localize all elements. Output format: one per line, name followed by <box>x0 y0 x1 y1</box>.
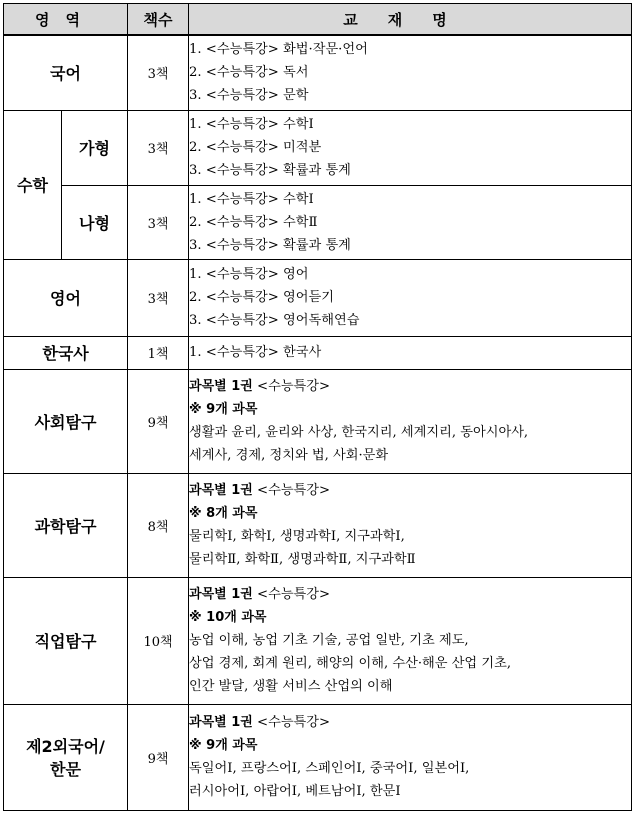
books-science <box>189 473 632 577</box>
textbook-table <box>3 3 632 811</box>
table-header-row <box>4 4 632 36</box>
subject-count-note: ※ 9개 과목 <box>189 738 258 753</box>
books-korean <box>189 35 632 110</box>
count-english: 3책 <box>128 259 189 336</box>
book-item: 1. <수능특강> 화법·작문·언어 <box>189 42 368 58</box>
books-math-na <box>189 185 632 259</box>
subject-list-line: 농업 이해, 농업 기초 기술, 공업 일반, 기초 제도, <box>189 633 469 648</box>
book-item: 3. <수능특강> 확률과 통계 <box>189 237 351 253</box>
series-label: <수능특강> <box>257 483 331 498</box>
book-item: 2. <수능특강> 수학Ⅱ <box>189 214 318 230</box>
subject-list-line: 물리학Ⅰ, 화학Ⅰ, 생명과학Ⅰ, 지구과학Ⅰ, <box>189 529 405 544</box>
subject-math: 수학 <box>4 110 62 259</box>
subject-list-line: 생활과 윤리, 윤리와 사상, 한국지리, 세계지리, 동아시아사, <box>189 425 529 440</box>
table-row-math-na <box>4 185 632 259</box>
per-subject-label: 과목별 1권 <box>189 483 253 498</box>
book-item: 3. <수능특강> 확률과 통계 <box>189 163 351 178</box>
subject-korean: 국어 <box>4 35 128 110</box>
count-korean: 3책 <box>128 35 189 110</box>
per-subject-line <box>189 583 631 606</box>
subject-math-ga: 가형 <box>62 110 128 185</box>
count-social: 9책 <box>128 369 189 473</box>
subject-line: 한문 <box>50 760 81 779</box>
subject-english: 영어 <box>4 259 128 336</box>
book-item: 2. <수능특강> 미적분 <box>189 140 322 155</box>
book-item: 2. <수능특강> 영어듣기 <box>189 290 334 305</box>
header-title: 교재명 <box>189 4 632 36</box>
count-history: 1책 <box>128 336 189 369</box>
book-item: 3. <수능특강> 영어독해연습 <box>189 313 360 328</box>
books-vocational <box>189 577 632 704</box>
table-row-math-ga <box>4 110 632 185</box>
subject-math-na: 나형 <box>62 185 128 259</box>
book-item: 1. <수능특강> 수학Ⅰ <box>189 191 314 207</box>
subject-list-line: 물리학Ⅱ, 화학Ⅱ, 생명과학Ⅱ, 지구과학Ⅱ <box>189 552 416 567</box>
count-math-na: 3책 <box>128 185 189 259</box>
count-science: 8책 <box>128 473 189 577</box>
subject-second-language <box>4 704 128 810</box>
subject-list-line: 상업 경제, 회계 원리, 해양의 이해, 수산·해운 산업 기초, <box>189 656 512 671</box>
book-item: 1. <수능특강> 영어 <box>189 267 309 282</box>
per-subject-label: 과목별 1권 <box>189 715 253 730</box>
series-label: <수능특강> <box>257 587 331 602</box>
books-second-language <box>189 704 632 810</box>
per-subject-label: 과목별 1권 <box>189 587 253 602</box>
series-label: <수능특강> <box>257 715 331 730</box>
table-row-social <box>4 369 632 473</box>
subject-list-line: 인간 발달, 생활 서비스 산업의 이해 <box>189 679 393 694</box>
per-subject-line <box>189 479 631 502</box>
table-row-english <box>4 259 632 336</box>
subject-history: 한국사 <box>4 336 128 369</box>
count-vocational: 10책 <box>128 577 189 704</box>
count-math-ga: 3책 <box>128 110 189 185</box>
series-label: <수능특강> <box>257 379 331 394</box>
table-row-vocational <box>4 577 632 704</box>
header-count: 책수 <box>128 4 189 36</box>
subject-science: 과학탐구 <box>4 473 128 577</box>
subject-social: 사회탐구 <box>4 369 128 473</box>
table-row-korean <box>4 35 632 110</box>
subject-count-note: ※ 8개 과목 <box>189 506 258 521</box>
table-row-science <box>4 473 632 577</box>
table-row-history <box>4 336 632 369</box>
per-subject-line <box>189 711 631 734</box>
book-item: 2. <수능특강> 독서 <box>189 65 309 81</box>
table-row-second-language <box>4 704 632 810</box>
book-item: 3. <수능특강> 문학 <box>189 88 309 104</box>
subject-list-line: 러시아어Ⅰ, 아랍어Ⅰ, 베트남어Ⅰ, 한문Ⅰ <box>189 784 401 799</box>
books-english <box>189 259 632 336</box>
books-math-ga <box>189 110 632 185</box>
subject-list-line: 세계사, 경제, 정치와 법, 사회·문화 <box>189 448 389 463</box>
subject-vocational: 직업탐구 <box>4 577 128 704</box>
subject-count-note: ※ 9개 과목 <box>189 402 258 417</box>
subject-line: 제2외국어/ <box>26 737 105 756</box>
per-subject-label: 과목별 1권 <box>189 379 253 394</box>
books-social <box>189 369 632 473</box>
count-second-language: 9책 <box>128 704 189 810</box>
books-history <box>189 336 632 369</box>
book-item: 1. <수능특강> 수학Ⅰ <box>189 117 314 132</box>
subject-count-note: ※ 10개 과목 <box>189 610 267 625</box>
book-item: 1. <수능특강> 한국사 <box>189 345 322 360</box>
header-area: 영역 <box>4 4 128 36</box>
subject-list-line: 독일어Ⅰ, 프랑스어Ⅰ, 스페인어Ⅰ, 중국어Ⅰ, 일본어Ⅰ, <box>189 761 470 776</box>
per-subject-line <box>189 375 631 398</box>
